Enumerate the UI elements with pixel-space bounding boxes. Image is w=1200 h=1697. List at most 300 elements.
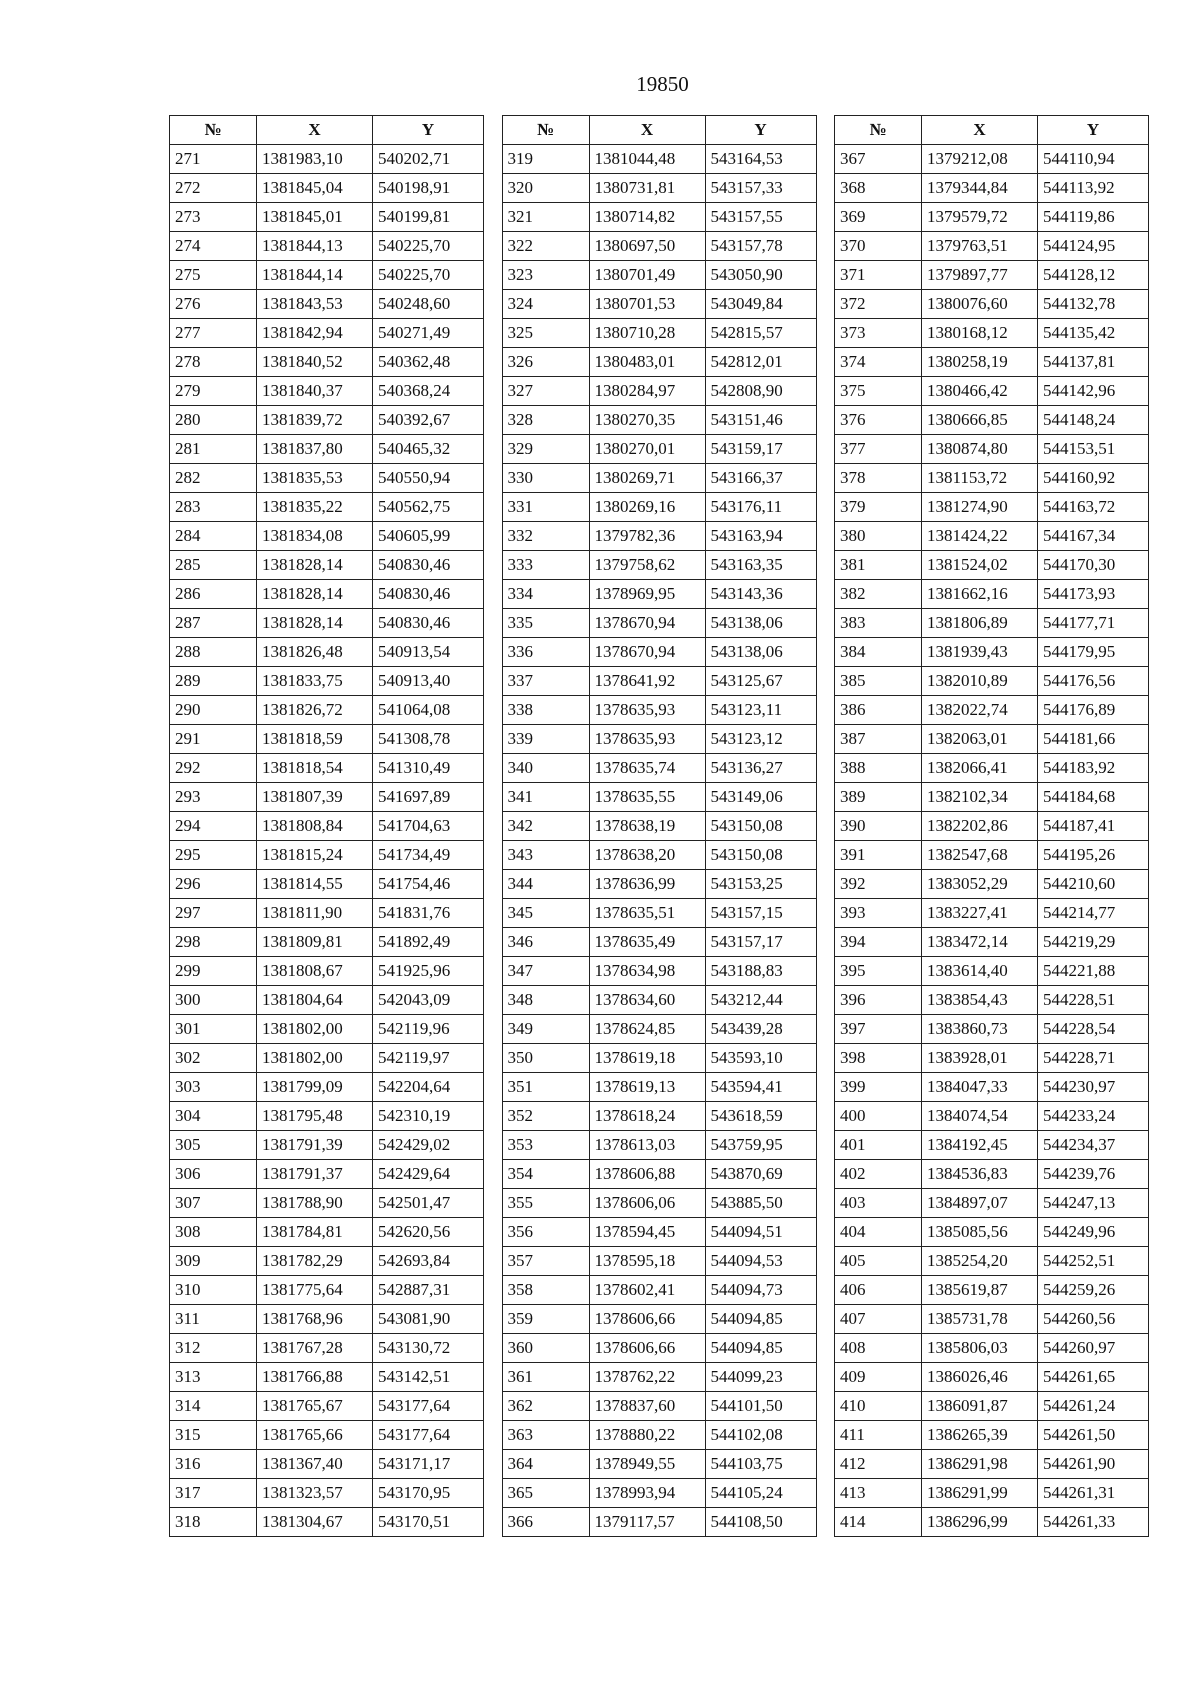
- point-number-cell: 295: [170, 841, 257, 870]
- y-coordinate-cell: 544094,85: [705, 1334, 816, 1363]
- x-coordinate-cell: 1383854,43: [922, 986, 1038, 1015]
- table-row: [502, 435, 816, 464]
- table-row: [835, 638, 1149, 667]
- x-coordinate-cell: 1380466,42: [922, 377, 1038, 406]
- point-number-cell: 388: [835, 754, 922, 783]
- point-number-cell: 357: [502, 1247, 589, 1276]
- table-row: [170, 1102, 484, 1131]
- table-row: [835, 725, 1149, 754]
- table-row: [502, 261, 816, 290]
- table-row: [835, 174, 1149, 203]
- y-coordinate-cell: 542693,84: [373, 1247, 484, 1276]
- y-coordinate-cell: 544137,81: [1038, 348, 1149, 377]
- x-coordinate-cell: 1382066,41: [922, 754, 1038, 783]
- x-coordinate-cell: 1381367,40: [257, 1450, 373, 1479]
- point-number-cell: 324: [502, 290, 589, 319]
- x-coordinate-cell: 1386291,98: [922, 1450, 1038, 1479]
- x-coordinate-cell: 1381767,28: [257, 1334, 373, 1363]
- table-row: [835, 1044, 1149, 1073]
- point-number-cell: 300: [170, 986, 257, 1015]
- y-coordinate-cell: 541734,49: [373, 841, 484, 870]
- table-row: [170, 174, 484, 203]
- point-number-cell: 283: [170, 493, 257, 522]
- table-body: [835, 145, 1149, 1537]
- point-number-cell: 371: [835, 261, 922, 290]
- point-number-cell: 272: [170, 174, 257, 203]
- table-row: [502, 493, 816, 522]
- table-row: [835, 957, 1149, 986]
- y-coordinate-cell: 541310,49: [373, 754, 484, 783]
- point-number-cell: 312: [170, 1334, 257, 1363]
- table-row: [835, 580, 1149, 609]
- point-number-cell: 414: [835, 1508, 922, 1537]
- y-coordinate-cell: 544160,92: [1038, 464, 1149, 493]
- point-number-cell: 400: [835, 1102, 922, 1131]
- table-row: [502, 812, 816, 841]
- point-number-cell: 308: [170, 1218, 257, 1247]
- x-coordinate-cell: 1381835,53: [257, 464, 373, 493]
- table-row: [170, 551, 484, 580]
- y-coordinate-cell: 540362,48: [373, 348, 484, 377]
- point-number-cell: 337: [502, 667, 589, 696]
- table-row: [835, 1508, 1149, 1537]
- y-coordinate-cell: 544148,24: [1038, 406, 1149, 435]
- y-coordinate-cell: 541754,46: [373, 870, 484, 899]
- point-number-cell: 390: [835, 812, 922, 841]
- coordinate-table: [834, 115, 1149, 1537]
- table-row: [502, 841, 816, 870]
- point-number-cell: 274: [170, 232, 257, 261]
- y-coordinate-cell: 542119,97: [373, 1044, 484, 1073]
- x-coordinate-cell: 1383860,73: [922, 1015, 1038, 1044]
- point-number-cell: 280: [170, 406, 257, 435]
- x-coordinate-cell: 1385731,78: [922, 1305, 1038, 1334]
- x-coordinate-cell: 1381775,64: [257, 1276, 373, 1305]
- x-coordinate-cell: 1381814,55: [257, 870, 373, 899]
- point-number-cell: 297: [170, 899, 257, 928]
- table-row: [835, 1131, 1149, 1160]
- header-row: [502, 116, 816, 145]
- table-row: [502, 1479, 816, 1508]
- x-coordinate-cell: 1378618,24: [589, 1102, 705, 1131]
- x-coordinate-cell: 1386296,99: [922, 1508, 1038, 1537]
- y-coordinate-cell: 544195,26: [1038, 841, 1149, 870]
- y-coordinate-cell: 544142,96: [1038, 377, 1149, 406]
- point-number-cell: 378: [835, 464, 922, 493]
- point-number-cell: 366: [502, 1508, 589, 1537]
- table-row: [170, 464, 484, 493]
- y-coordinate-cell: 544259,26: [1038, 1276, 1149, 1305]
- table-row: [835, 1189, 1149, 1218]
- header-row: [835, 116, 1149, 145]
- point-number-cell: 323: [502, 261, 589, 290]
- y-coordinate-cell: 541697,89: [373, 783, 484, 812]
- point-number-cell: 336: [502, 638, 589, 667]
- y-coordinate-cell: 543594,41: [705, 1073, 816, 1102]
- table-row: [502, 1044, 816, 1073]
- y-coordinate-cell: 544261,24: [1038, 1392, 1149, 1421]
- point-number-cell: 383: [835, 609, 922, 638]
- table-row: [502, 1305, 816, 1334]
- table-row: [502, 609, 816, 638]
- point-number-cell: 294: [170, 812, 257, 841]
- table-row: [502, 696, 816, 725]
- table-row: [502, 1189, 816, 1218]
- point-number-cell: 350: [502, 1044, 589, 1073]
- x-coordinate-cell: 1381807,39: [257, 783, 373, 812]
- x-coordinate-cell: 1380874,80: [922, 435, 1038, 464]
- y-coordinate-cell: 543136,27: [705, 754, 816, 783]
- table-row: [502, 783, 816, 812]
- table-row: [835, 1305, 1149, 1334]
- x-coordinate-cell: 1385085,56: [922, 1218, 1038, 1247]
- table-row: [835, 1073, 1149, 1102]
- y-coordinate-cell: 542887,31: [373, 1276, 484, 1305]
- point-number-cell: 348: [502, 986, 589, 1015]
- x-coordinate-cell: 1381788,90: [257, 1189, 373, 1218]
- point-number-cell: 322: [502, 232, 589, 261]
- x-coordinate-cell: 1380666,85: [922, 406, 1038, 435]
- x-coordinate-cell: 1381835,22: [257, 493, 373, 522]
- x-coordinate-cell: 1381939,43: [922, 638, 1038, 667]
- y-coordinate-cell: 544167,34: [1038, 522, 1149, 551]
- table-row: [170, 957, 484, 986]
- x-coordinate-cell: 1380270,01: [589, 435, 705, 464]
- x-coordinate-cell: 1381802,00: [257, 1044, 373, 1073]
- y-coordinate-cell: 544094,73: [705, 1276, 816, 1305]
- point-number-cell: 291: [170, 725, 257, 754]
- x-coordinate-cell: 1383614,40: [922, 957, 1038, 986]
- point-number-cell: 292: [170, 754, 257, 783]
- table-row: [835, 1015, 1149, 1044]
- point-number-cell: 391: [835, 841, 922, 870]
- point-number-cell: 365: [502, 1479, 589, 1508]
- point-number-cell: 408: [835, 1334, 922, 1363]
- y-coordinate-cell: 541704,63: [373, 812, 484, 841]
- table-row: [835, 435, 1149, 464]
- table-row: [502, 464, 816, 493]
- table-row: [835, 522, 1149, 551]
- x-coordinate-cell: 1381815,24: [257, 841, 373, 870]
- point-number-cell: 387: [835, 725, 922, 754]
- x-coordinate-cell: 1381828,14: [257, 609, 373, 638]
- point-number-cell: 412: [835, 1450, 922, 1479]
- y-coordinate-cell: 544128,12: [1038, 261, 1149, 290]
- point-number-cell: 278: [170, 348, 257, 377]
- x-coordinate-cell: 1381808,67: [257, 957, 373, 986]
- y-coordinate-cell: 544173,93: [1038, 580, 1149, 609]
- x-coordinate-cell: 1378624,85: [589, 1015, 705, 1044]
- y-coordinate-cell: 543212,44: [705, 986, 816, 1015]
- x-coordinate-cell: 1381765,67: [257, 1392, 373, 1421]
- table-row: [170, 1479, 484, 1508]
- x-coordinate-cell: 1379758,62: [589, 551, 705, 580]
- table-row: [170, 1363, 484, 1392]
- point-number-cell: 406: [835, 1276, 922, 1305]
- point-number-cell: 330: [502, 464, 589, 493]
- y-coordinate-cell: 544261,90: [1038, 1450, 1149, 1479]
- x-coordinate-cell: 1381828,14: [257, 551, 373, 580]
- x-coordinate-cell: 1381811,90: [257, 899, 373, 928]
- y-coordinate-cell: 540225,70: [373, 232, 484, 261]
- x-coordinate-cell: 1381791,39: [257, 1131, 373, 1160]
- y-coordinate-cell: 544176,56: [1038, 667, 1149, 696]
- y-coordinate-cell: 540202,71: [373, 145, 484, 174]
- y-coordinate-cell: 540830,46: [373, 551, 484, 580]
- x-coordinate-cell: 1385254,20: [922, 1247, 1038, 1276]
- point-number-cell: 356: [502, 1218, 589, 1247]
- y-coordinate-cell: 544261,65: [1038, 1363, 1149, 1392]
- x-coordinate-cell: 1378949,55: [589, 1450, 705, 1479]
- table-row: [502, 667, 816, 696]
- x-coordinate-cell: 1381837,80: [257, 435, 373, 464]
- y-coordinate-cell: 541892,49: [373, 928, 484, 957]
- x-coordinate-cell: 1382202,86: [922, 812, 1038, 841]
- x-coordinate-cell: 1378634,98: [589, 957, 705, 986]
- y-coordinate-cell: 543150,08: [705, 841, 816, 870]
- point-number-cell: 395: [835, 957, 922, 986]
- x-coordinate-cell: 1380714,82: [589, 203, 705, 232]
- point-number-cell: 271: [170, 145, 257, 174]
- y-coordinate-cell: 544177,71: [1038, 609, 1149, 638]
- y-coordinate-cell: 544260,56: [1038, 1305, 1149, 1334]
- y-coordinate-cell: 542204,64: [373, 1073, 484, 1102]
- x-coordinate-cell: 1381804,64: [257, 986, 373, 1015]
- y-coordinate-cell: 540392,67: [373, 406, 484, 435]
- point-number-cell: 372: [835, 290, 922, 319]
- column-header-number: №: [502, 116, 589, 145]
- table-row: [502, 232, 816, 261]
- y-coordinate-cell: 540199,81: [373, 203, 484, 232]
- point-number-cell: 303: [170, 1073, 257, 1102]
- table-row: [170, 812, 484, 841]
- y-coordinate-cell: 542310,19: [373, 1102, 484, 1131]
- table-row: [170, 696, 484, 725]
- table-row: [170, 290, 484, 319]
- table-row: [170, 783, 484, 812]
- y-coordinate-cell: 543164,53: [705, 145, 816, 174]
- y-coordinate-cell: 542501,47: [373, 1189, 484, 1218]
- y-coordinate-cell: 540271,49: [373, 319, 484, 348]
- y-coordinate-cell: 543163,94: [705, 522, 816, 551]
- point-number-cell: 413: [835, 1479, 922, 1508]
- y-coordinate-cell: 543759,95: [705, 1131, 816, 1160]
- table-row: [835, 1160, 1149, 1189]
- x-coordinate-cell: 1378619,13: [589, 1073, 705, 1102]
- x-coordinate-cell: 1381840,37: [257, 377, 373, 406]
- point-number-cell: 396: [835, 986, 922, 1015]
- y-coordinate-cell: 540605,99: [373, 522, 484, 551]
- x-coordinate-cell: 1386026,46: [922, 1363, 1038, 1392]
- table-row: [835, 1276, 1149, 1305]
- point-number-cell: 285: [170, 551, 257, 580]
- x-coordinate-cell: 1378595,18: [589, 1247, 705, 1276]
- table-row: [170, 1276, 484, 1305]
- y-coordinate-cell: 543081,90: [373, 1305, 484, 1334]
- y-coordinate-cell: 542429,64: [373, 1160, 484, 1189]
- x-coordinate-cell: 1379344,84: [922, 174, 1038, 203]
- y-coordinate-cell: 540465,32: [373, 435, 484, 464]
- table-row: [502, 1392, 816, 1421]
- point-number-cell: 411: [835, 1421, 922, 1450]
- point-number-cell: 386: [835, 696, 922, 725]
- y-coordinate-cell: 543153,25: [705, 870, 816, 899]
- x-coordinate-cell: 1378602,41: [589, 1276, 705, 1305]
- table-row: [502, 580, 816, 609]
- x-coordinate-cell: 1378670,94: [589, 638, 705, 667]
- x-coordinate-cell: 1382063,01: [922, 725, 1038, 754]
- point-number-cell: 343: [502, 841, 589, 870]
- table-row: [502, 1160, 816, 1189]
- y-coordinate-cell: 543150,08: [705, 812, 816, 841]
- x-coordinate-cell: 1381153,72: [922, 464, 1038, 493]
- table-row: [170, 1450, 484, 1479]
- table-row: [170, 725, 484, 754]
- x-coordinate-cell: 1386091,87: [922, 1392, 1038, 1421]
- point-number-cell: 404: [835, 1218, 922, 1247]
- y-coordinate-cell: 540248,60: [373, 290, 484, 319]
- x-coordinate-cell: 1381044,48: [589, 145, 705, 174]
- y-coordinate-cell: 540913,54: [373, 638, 484, 667]
- table-row: [835, 261, 1149, 290]
- table-row: [835, 696, 1149, 725]
- y-coordinate-cell: 543142,51: [373, 1363, 484, 1392]
- point-number-cell: 315: [170, 1421, 257, 1450]
- x-coordinate-cell: 1378635,93: [589, 725, 705, 754]
- point-number-cell: 376: [835, 406, 922, 435]
- point-number-cell: 329: [502, 435, 589, 464]
- coordinate-tables: [169, 115, 1149, 1537]
- table-row: [170, 1508, 484, 1537]
- table-row: [170, 899, 484, 928]
- y-coordinate-cell: 543149,06: [705, 783, 816, 812]
- x-coordinate-cell: 1381766,88: [257, 1363, 373, 1392]
- x-coordinate-cell: 1381809,81: [257, 928, 373, 957]
- x-coordinate-cell: 1381839,72: [257, 406, 373, 435]
- y-coordinate-cell: 544094,51: [705, 1218, 816, 1247]
- table-row: [502, 319, 816, 348]
- table-row: [502, 638, 816, 667]
- table-row: [170, 1189, 484, 1218]
- y-coordinate-cell: 544132,78: [1038, 290, 1149, 319]
- x-coordinate-cell: 1378635,51: [589, 899, 705, 928]
- y-coordinate-cell: 543163,35: [705, 551, 816, 580]
- x-coordinate-cell: 1381818,54: [257, 754, 373, 783]
- coordinate-table: [502, 115, 817, 1537]
- table-row: [835, 1479, 1149, 1508]
- point-number-cell: 313: [170, 1363, 257, 1392]
- y-coordinate-cell: 544110,94: [1038, 145, 1149, 174]
- column-header-x: X: [589, 116, 705, 145]
- x-coordinate-cell: 1379579,72: [922, 203, 1038, 232]
- point-number-cell: 316: [170, 1450, 257, 1479]
- y-coordinate-cell: 544135,42: [1038, 319, 1149, 348]
- point-number-cell: 352: [502, 1102, 589, 1131]
- x-coordinate-cell: 1383472,14: [922, 928, 1038, 957]
- x-coordinate-cell: 1378641,92: [589, 667, 705, 696]
- coordinate-table: [169, 115, 484, 1537]
- y-coordinate-cell: 543618,59: [705, 1102, 816, 1131]
- x-coordinate-cell: 1381842,94: [257, 319, 373, 348]
- x-coordinate-cell: 1378613,03: [589, 1131, 705, 1160]
- y-coordinate-cell: 542815,57: [705, 319, 816, 348]
- table-row: [835, 493, 1149, 522]
- y-coordinate-cell: 544221,88: [1038, 957, 1149, 986]
- table-row: [502, 1334, 816, 1363]
- point-number-cell: 407: [835, 1305, 922, 1334]
- table-row: [835, 1392, 1149, 1421]
- y-coordinate-cell: 543125,67: [705, 667, 816, 696]
- x-coordinate-cell: 1384047,33: [922, 1073, 1038, 1102]
- table-row: [835, 1247, 1149, 1276]
- x-coordinate-cell: 1381826,48: [257, 638, 373, 667]
- x-coordinate-cell: 1381784,81: [257, 1218, 373, 1247]
- y-coordinate-cell: 544228,54: [1038, 1015, 1149, 1044]
- point-number-cell: 333: [502, 551, 589, 580]
- x-coordinate-cell: 1380269,16: [589, 493, 705, 522]
- table-row: [170, 609, 484, 638]
- y-coordinate-cell: 543049,84: [705, 290, 816, 319]
- point-number-cell: 321: [502, 203, 589, 232]
- table-row: [502, 1102, 816, 1131]
- x-coordinate-cell: 1381768,96: [257, 1305, 373, 1334]
- point-number-cell: 392: [835, 870, 922, 899]
- point-number-cell: 360: [502, 1334, 589, 1363]
- y-coordinate-cell: 540225,70: [373, 261, 484, 290]
- y-coordinate-cell: 543151,46: [705, 406, 816, 435]
- point-number-cell: 379: [835, 493, 922, 522]
- y-coordinate-cell: 543439,28: [705, 1015, 816, 1044]
- x-coordinate-cell: 1380258,19: [922, 348, 1038, 377]
- point-number-cell: 399: [835, 1073, 922, 1102]
- y-coordinate-cell: 540550,94: [373, 464, 484, 493]
- y-coordinate-cell: 544105,24: [705, 1479, 816, 1508]
- table-row: [835, 232, 1149, 261]
- table-row: [835, 464, 1149, 493]
- y-coordinate-cell: 544252,51: [1038, 1247, 1149, 1276]
- point-number-cell: 286: [170, 580, 257, 609]
- column-header-number: №: [170, 116, 257, 145]
- table-row: [502, 899, 816, 928]
- x-coordinate-cell: 1382022,74: [922, 696, 1038, 725]
- table-row: [502, 986, 816, 1015]
- table-row: [170, 1160, 484, 1189]
- y-coordinate-cell: 543130,72: [373, 1334, 484, 1363]
- y-coordinate-cell: 544261,33: [1038, 1508, 1149, 1537]
- x-coordinate-cell: 1381983,10: [257, 145, 373, 174]
- point-number-cell: 310: [170, 1276, 257, 1305]
- y-coordinate-cell: 543157,55: [705, 203, 816, 232]
- point-number-cell: 389: [835, 783, 922, 812]
- table-row: [170, 377, 484, 406]
- table-row: [835, 377, 1149, 406]
- x-coordinate-cell: 1380076,60: [922, 290, 1038, 319]
- point-number-cell: 338: [502, 696, 589, 725]
- x-coordinate-cell: 1381818,59: [257, 725, 373, 754]
- x-coordinate-cell: 1380697,50: [589, 232, 705, 261]
- point-number-cell: 341: [502, 783, 589, 812]
- column-header-number: №: [835, 116, 922, 145]
- y-coordinate-cell: 544234,37: [1038, 1131, 1149, 1160]
- x-coordinate-cell: 1381844,13: [257, 232, 373, 261]
- y-coordinate-cell: 544103,75: [705, 1450, 816, 1479]
- table-row: [502, 1450, 816, 1479]
- x-coordinate-cell: 1381808,84: [257, 812, 373, 841]
- point-number-cell: 355: [502, 1189, 589, 1218]
- y-coordinate-cell: 544119,86: [1038, 203, 1149, 232]
- table-row: [835, 928, 1149, 957]
- point-number-cell: 410: [835, 1392, 922, 1421]
